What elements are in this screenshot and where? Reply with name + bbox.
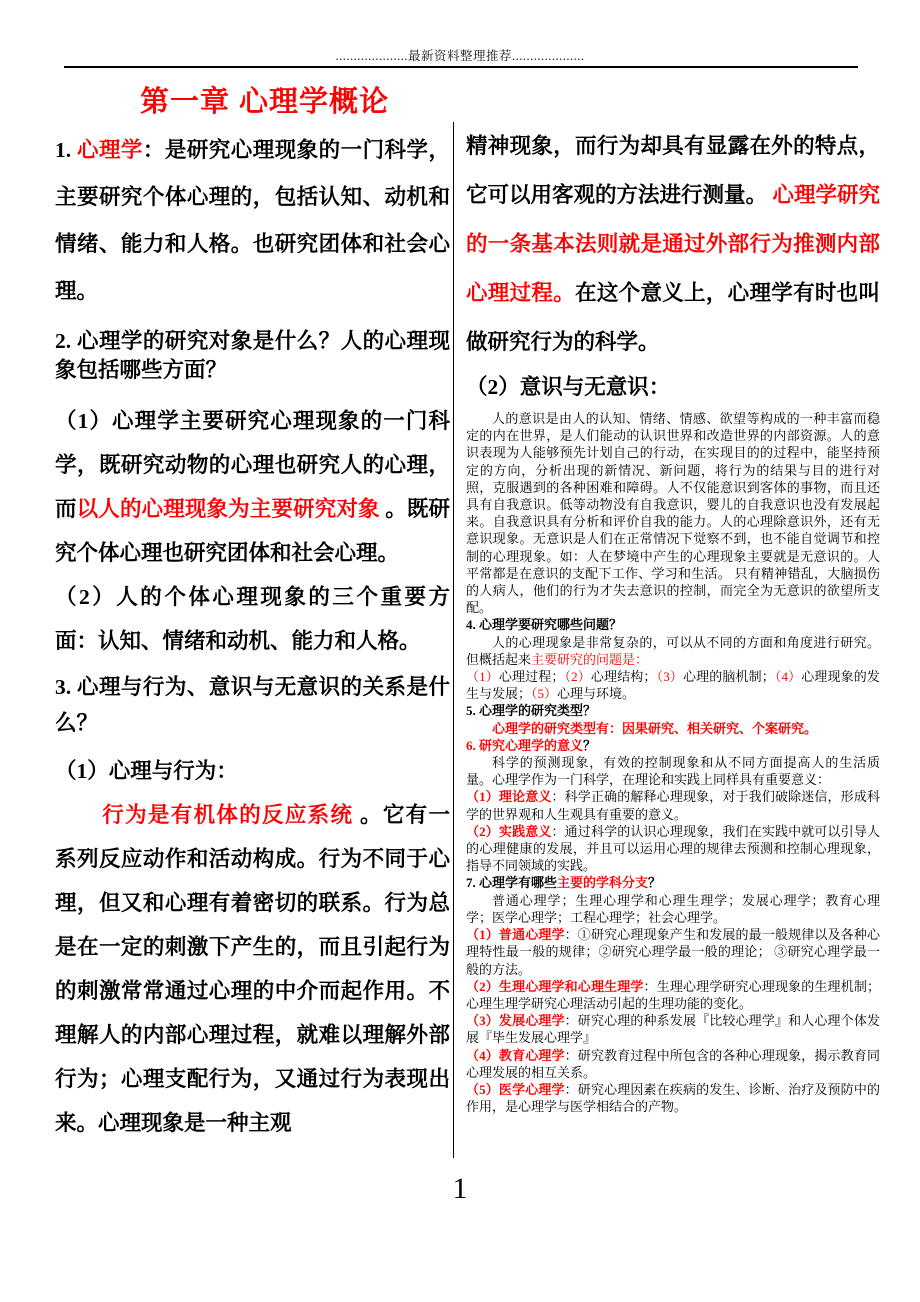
text-segment: （1）心理与行为：	[55, 759, 238, 783]
highlighted-text: （5）	[531, 686, 558, 702]
text-segment: 4. 心理学要研究哪些问题？	[466, 617, 623, 633]
highlighted-text: （4）	[774, 669, 802, 685]
text-segment: ：研究教育过程中所包含的各种心理现象，揭示教育同心理发展的相互关系。	[466, 1047, 880, 1080]
text-segment: ：生理心理学研究心理现象的生理机制；心理生理学研究心理活动引起的生理功能的变化。	[466, 978, 880, 1011]
text-segment: 心理过程；	[498, 669, 565, 685]
highlighted-text: （3）发展心理学	[466, 1013, 565, 1029]
text-segment: （1）心理学主要研究心理现象的一门科学，既研究动物的心理也研究人的心理，而	[55, 409, 450, 521]
definition-psychology	[55, 127, 450, 315]
branch-5-medical	[466, 1081, 880, 1115]
highlighted-text: （1）	[466, 669, 499, 685]
text-segment: 普通心理学；生理心理学和心理生理学；发展心理学；教育心理学；医学心理学；工程心理学；社会心理学。	[466, 892, 880, 925]
answer-3-2-heading	[466, 373, 880, 402]
answer-3-1-heading	[55, 749, 450, 793]
highlighted-text: 心理学的研究类型有：因果研究、相关研究、个案研究。	[492, 720, 818, 736]
page-footer	[0, 1172, 920, 1206]
answer-2-1-main-object	[55, 399, 450, 575]
question-3-mind-behavior	[55, 669, 450, 741]
text-segment: 。既研究个体心理也研究团体和社会心理。	[55, 497, 450, 565]
highlighted-text: （2）	[564, 669, 591, 685]
branch-1-general	[466, 926, 880, 978]
text-segment: （2）意识与无意识：	[466, 375, 671, 399]
text-segment: 3. 心理与行为、意识与无意识的关系是什么？	[55, 675, 450, 735]
text-segment: 心理与环境。	[557, 686, 636, 702]
answer-4-intro	[466, 634, 880, 668]
highlighted-text: 主要的学科分支	[557, 875, 649, 891]
text-segment: ：研究心理因素在疾病的发生、诊断、治疗及预防中的作用，是心理学与医学相结合的产物。	[466, 1081, 880, 1115]
highlighted-text: 心理学研究的一条基本法则就是通过外部行为推测内部心理过程。	[466, 183, 880, 305]
highlighted-text: （2）生理心理学和心理生理学	[466, 978, 644, 994]
text-segment: ：是研究心理现象的一门科学，主要研究个体心理的，包括认知、动机和情绪、能力和人格。也研究团体和社会心理。	[55, 138, 450, 303]
answer-2-2-three-aspects	[55, 575, 450, 663]
text-segment: 在这个意义上，心理学有时也叫做研究行为的科学。	[466, 281, 880, 354]
text-segment: 人的心理现象是非常复杂的，可以从不同的方面和角度进行研究。但概括起来	[466, 634, 880, 667]
text-segment: ：①研究心理现象产生和发展的最一般规律以及各种心理特性最一般的规律；②研究心理学最一般的理论； ③研究心理学最一般的方法。	[466, 927, 880, 977]
highlighted-text: 心理学	[76, 138, 143, 162]
highlighted-text: 以人的心理现象为主要研究对象	[76, 497, 380, 521]
highlighted-text: 6. 研究心理学的意义	[466, 737, 584, 753]
answer-3-1-body	[55, 793, 450, 1145]
highlighted-text: （1）普通心理学	[466, 927, 565, 943]
answer-3-2-body	[466, 410, 880, 616]
highlighted-text: （5）医学心理学	[466, 1081, 565, 1097]
highlighted-text: （4）教育心理学	[466, 1047, 565, 1063]
chapter-title: 第一章 心理学概论	[140, 86, 390, 118]
text-segment: （2）人的个体心理现象的三个重要方面：认知、情绪和动机、能力和人格。	[55, 585, 450, 653]
text-segment: 精神现象，而行为却具有显露在外的特点，它可以用客观的方法进行测量。	[466, 134, 880, 207]
text-segment: 人的意识是由人的认知、情绪、情感、欲望等构成的一种丰富而稳定的内在世界，是人们能动的认识世界和改造世界的内部资源。人的意识表现为人能够预先计划自己的行动，在实现目的的过程中，能坚持预定的方向，分析出现的新情况、新问题，将行为的结果与目的进行对照，克服遇到的各种困难和障碍。人不仅能意识到客体的事物，而且还具有自我意识。低等动物没有自我意识，婴儿的自我意识也没有发展起来。自我意识具有分析和评价自我的能力。人的心理除意识外，还有无意识现象。无意识是人们在正常情况下觉察不到，也不能自觉调节和控制的心理现象。如：人在梦境中产生的心理现象主要就是无意识的。人平常都是在意识的支配下工作、学习和生活。 只有精神错乱，大脑损伤的人病人，他们的行为才失去意识的控制，而完全为无意识的欲望所支配。	[466, 411, 880, 616]
question-2-research-object	[55, 327, 450, 385]
text-segment: ？	[583, 737, 597, 753]
question-6-heading	[466, 737, 880, 754]
question-7-heading	[466, 874, 880, 891]
text-segment: 7. 心理学有哪些	[466, 875, 558, 891]
header-watermark: ....................最新资料整理推荐....................	[335, 49, 585, 63]
two-column-body	[55, 122, 880, 1158]
branch-3-developmental	[466, 1012, 880, 1046]
answer-4-list	[466, 668, 880, 702]
text-segment: ：科学正确的解释心理现象，对于我们破除迷信，形成科学的世界观和人生观具有重要的意义。	[466, 789, 880, 822]
text-segment: 科学的预测现象，有效的控制现象和从不同方面提高人的生活质量。心理学作为一门科学，在理论和实践上同样具有重要意义：	[466, 755, 880, 788]
text-segment: 5. 心理学的研究类型？	[466, 703, 597, 719]
header-rule	[64, 66, 858, 68]
answer-7-list	[466, 892, 880, 926]
text-segment: 。它有一系列反应动作和活动构成。行为不同于心理，但又和心理有着密切的联系。行为总是在一定的刺激下产生的，而且引起行为的刺激常常通过心理的中介而起作用。不理解人的内部心理过程，就难以理解外部行为；心理支配行为，又通过行为表现出来。心理现象是一种主观	[55, 803, 450, 1135]
page-number: 1	[452, 1172, 468, 1205]
text-segment: 心理的脑机制；	[682, 669, 775, 685]
answer-3-1-continued	[466, 122, 880, 367]
text-segment: 心理结构；	[590, 669, 657, 685]
branch-4-educational	[466, 1047, 880, 1081]
right-column	[454, 122, 880, 1115]
question-5-heading	[466, 702, 880, 719]
text-segment: 心理现象的发生与发展；	[466, 669, 880, 702]
left-column	[55, 122, 450, 1145]
text-segment: 1.	[55, 138, 77, 162]
highlighted-text: （2）实践意义	[466, 823, 552, 839]
answer-5	[466, 720, 880, 737]
highlighted-text: （3）	[656, 669, 683, 685]
answer-6-theory	[466, 788, 880, 822]
text-segment: 2. 心理学的研究对象是什么？人的心理现象包括哪些方面？	[55, 329, 450, 382]
highlighted-text: （1）理论意义	[466, 789, 552, 805]
text-segment: ：研究心理的种系发展『比较心理学』和人心理个体发展『毕生发展心理学』	[466, 1013, 880, 1046]
highlighted-text: 行为是有机体的反应系统	[102, 803, 354, 827]
highlighted-text: 主要研究的问题是：	[531, 651, 649, 667]
answer-6-practice	[466, 823, 880, 875]
answer-6-intro	[466, 754, 880, 788]
question-4-heading	[466, 616, 880, 633]
text-segment: ？	[648, 875, 662, 891]
branch-2-physiological	[466, 978, 880, 1012]
text-segment: ：通过科学的认识心理现象，我们在实践中就可以引导人的心理健康的发展，并且可以运用心理的规律去预测和控制心理现象，指导不同领域的实践。	[466, 823, 880, 874]
